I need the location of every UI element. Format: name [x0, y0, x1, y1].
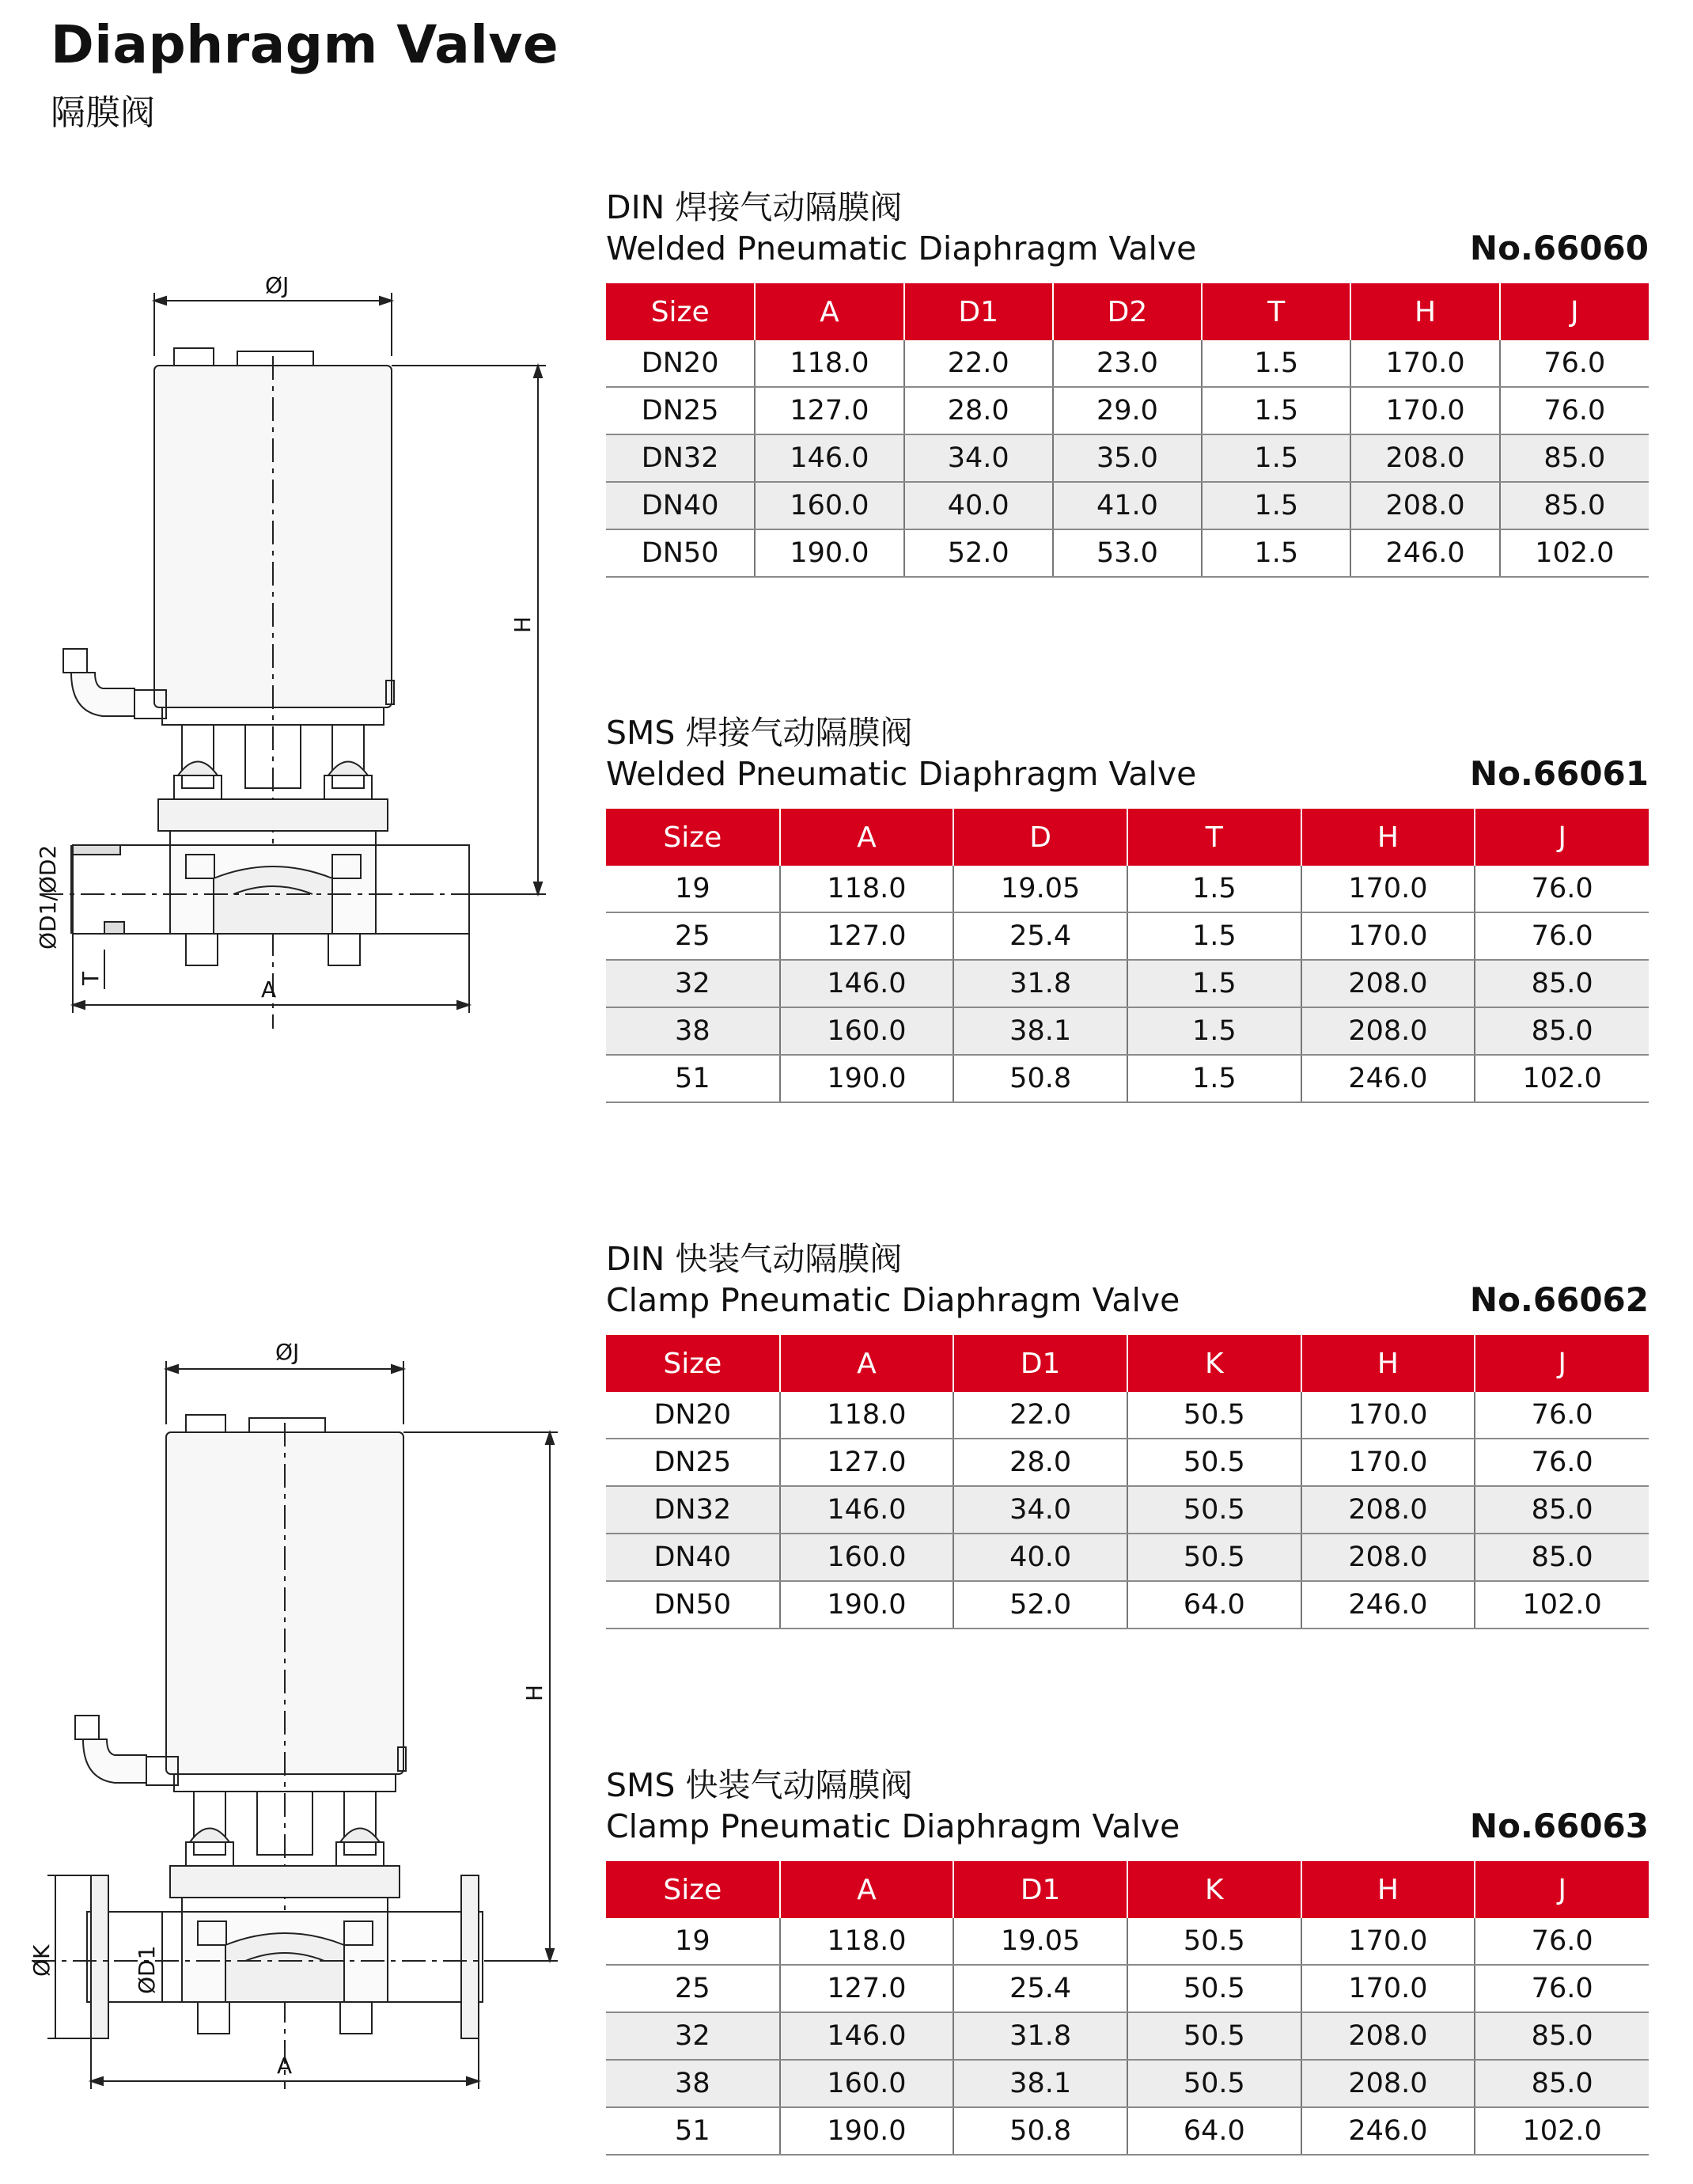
table-row: [606, 434, 1649, 482]
table-row: [606, 1055, 1649, 1102]
table-cell: 41.0: [1053, 482, 1202, 529]
table-cell: 85.0: [1475, 2012, 1649, 2060]
table-cell: 102.0: [1475, 2107, 1649, 2155]
table-cell: 118.0: [780, 1918, 954, 1965]
table-cell: 127.0: [780, 1965, 954, 2012]
column-header: A: [780, 1335, 954, 1392]
column-header: Size: [606, 809, 780, 866]
product-number: No.66062: [1469, 1280, 1649, 1319]
product-number: No.66063: [1469, 1807, 1649, 1845]
table-cell: 85.0: [1475, 1534, 1649, 1581]
table-cell: DN50: [606, 1581, 780, 1629]
table-cell: 208.0: [1301, 1534, 1475, 1581]
table-cell: 1.5: [1127, 912, 1301, 960]
spec-table: [606, 1335, 1649, 1629]
table-cell: 146.0: [780, 2012, 954, 2060]
table-row: [606, 1007, 1649, 1055]
table-cell: 1.5: [1202, 387, 1350, 434]
clamp-label-k: ØK: [28, 1944, 55, 1977]
clamp-label-a: A: [277, 2053, 293, 2079]
column-header: H: [1350, 283, 1499, 340]
welded-valve-drawing: [16, 269, 570, 1029]
table-row: [606, 529, 1649, 577]
table-row: [606, 340, 1649, 387]
table-cell: 32: [606, 2012, 780, 2060]
table-cell: 208.0: [1350, 482, 1499, 529]
product-number: No.66061: [1469, 754, 1649, 793]
table-cell: 22.0: [904, 340, 1053, 387]
table-cell: 64.0: [1127, 2107, 1301, 2155]
table-cell: DN25: [606, 387, 755, 434]
table-cell: 51: [606, 2107, 780, 2155]
table-cell: 51: [606, 1055, 780, 1102]
section-title-en: Clamp Pneumatic Diaphragm Valve: [606, 1281, 1180, 1319]
table-cell: 50.5: [1127, 1439, 1301, 1486]
table-cell: 25.4: [953, 912, 1127, 960]
table-cell: 40.0: [953, 1534, 1127, 1581]
table-cell: 146.0: [755, 434, 903, 482]
table-cell: 50.5: [1127, 1392, 1301, 1439]
spec-table: [606, 283, 1649, 578]
column-header: H: [1301, 809, 1475, 866]
column-header: K: [1127, 1861, 1301, 1918]
spec-table: [606, 809, 1649, 1103]
table-cell: 127.0: [755, 387, 903, 434]
table-cell: DN20: [606, 340, 755, 387]
table-cell: 208.0: [1301, 1007, 1475, 1055]
column-header: D1: [904, 283, 1053, 340]
table-cell: 85.0: [1475, 2060, 1649, 2107]
clamp-label-h: H: [521, 1684, 547, 1701]
table-cell: 170.0: [1301, 1965, 1475, 2012]
welded-label-h: H: [509, 616, 536, 633]
table-cell: 102.0: [1500, 529, 1649, 577]
section-title-cn: DIN 快装气动隔膜阀: [606, 1240, 903, 1278]
column-header: T: [1127, 809, 1301, 866]
table-cell: 1.5: [1202, 482, 1350, 529]
table-cell: 85.0: [1475, 1007, 1649, 1055]
table-cell: 208.0: [1350, 434, 1499, 482]
table-row: [606, 960, 1649, 1007]
table-cell: 34.0: [953, 1486, 1127, 1534]
table-cell: 246.0: [1301, 1055, 1475, 1102]
section-66060: [606, 187, 1649, 569]
welded-label-j: ØJ: [265, 272, 290, 298]
table-cell: 1.5: [1202, 340, 1350, 387]
table-cell: 85.0: [1500, 482, 1649, 529]
table-cell: 190.0: [780, 1581, 954, 1629]
table-cell: 190.0: [755, 529, 903, 577]
table-cell: 25: [606, 912, 780, 960]
table-row: [606, 1965, 1649, 2012]
section-title-cn: SMS 快装气动隔膜阀: [606, 1766, 913, 1804]
column-header: J: [1475, 809, 1649, 866]
table-cell: 160.0: [780, 2060, 954, 2107]
clamp-valve-drawing: [24, 1329, 578, 2089]
clamp-label-j: ØJ: [275, 1339, 300, 1365]
section-66061: [606, 712, 1649, 1094]
table-cell: 50.5: [1127, 1918, 1301, 1965]
table-cell: 38.1: [953, 2060, 1127, 2107]
table-cell: 170.0: [1350, 340, 1499, 387]
table-cell: DN50: [606, 529, 755, 577]
table-cell: 208.0: [1301, 2012, 1475, 2060]
table-cell: 208.0: [1301, 1486, 1475, 1534]
table-cell: 118.0: [755, 340, 903, 387]
table-cell: 29.0: [1053, 387, 1202, 434]
table-cell: 76.0: [1475, 1918, 1649, 1965]
table-cell: 50.8: [953, 2107, 1127, 2155]
column-header: D1: [953, 1335, 1127, 1392]
table-cell: 170.0: [1301, 1918, 1475, 1965]
table-cell: 53.0: [1053, 529, 1202, 577]
table-cell: 208.0: [1301, 960, 1475, 1007]
table-cell: 208.0: [1301, 2060, 1475, 2107]
table-cell: 50.5: [1127, 2060, 1301, 2107]
table-cell: 25: [606, 1965, 780, 2012]
table-cell: 28.0: [953, 1439, 1127, 1486]
column-header: D: [953, 809, 1127, 866]
table-cell: 127.0: [780, 1439, 954, 1486]
section-66062: [606, 1238, 1649, 1621]
table-cell: 76.0: [1475, 912, 1649, 960]
table-cell: 102.0: [1475, 1581, 1649, 1629]
table-cell: 32: [606, 960, 780, 1007]
welded-label-a: A: [261, 976, 277, 1003]
table-row: [606, 387, 1649, 434]
column-header: A: [755, 283, 903, 340]
table-cell: 85.0: [1500, 434, 1649, 482]
table-cell: 40.0: [904, 482, 1053, 529]
table-cell: 52.0: [904, 529, 1053, 577]
table-cell: 76.0: [1500, 387, 1649, 434]
column-header: D2: [1053, 283, 1202, 340]
section-title-cn: DIN 焊接气动隔膜阀: [606, 188, 903, 226]
table-cell: 76.0: [1475, 866, 1649, 912]
column-header: K: [1127, 1335, 1301, 1392]
table-row: [606, 2060, 1649, 2107]
table-cell: 19.05: [953, 866, 1127, 912]
table-cell: 25.4: [953, 1965, 1127, 2012]
table-cell: DN40: [606, 1534, 780, 1581]
table-row: [606, 2107, 1649, 2155]
table-cell: 23.0: [1053, 340, 1202, 387]
section-title-cn: SMS 焊接气动隔膜阀: [606, 714, 913, 752]
table-cell: 50.5: [1127, 2012, 1301, 2060]
table-cell: 246.0: [1301, 2107, 1475, 2155]
table-cell: 19: [606, 866, 780, 912]
table-cell: 1.5: [1127, 960, 1301, 1007]
welded-label-t: T: [78, 971, 104, 985]
table-cell: 170.0: [1350, 387, 1499, 434]
table-cell: 1.5: [1202, 529, 1350, 577]
table-cell: 76.0: [1475, 1439, 1649, 1486]
table-cell: DN32: [606, 1486, 780, 1534]
table-cell: 22.0: [953, 1392, 1127, 1439]
table-cell: 31.8: [953, 960, 1127, 1007]
table-cell: 146.0: [780, 960, 954, 1007]
section-66063: [606, 1765, 1649, 2147]
column-header: H: [1301, 1861, 1475, 1918]
table-cell: 76.0: [1475, 1392, 1649, 1439]
table-cell: 50.5: [1127, 1486, 1301, 1534]
table-cell: 1.5: [1127, 1055, 1301, 1102]
table-cell: 160.0: [755, 482, 903, 529]
table-cell: 118.0: [780, 1392, 954, 1439]
table-cell: 19: [606, 1918, 780, 1965]
page-subtitle: 隔膜阀: [51, 93, 155, 133]
table-cell: 246.0: [1301, 1581, 1475, 1629]
table-cell: 190.0: [780, 2107, 954, 2155]
table-cell: 50.8: [953, 1055, 1127, 1102]
table-cell: 160.0: [780, 1007, 954, 1055]
table-row: [606, 1486, 1649, 1534]
table-cell: 170.0: [1301, 1439, 1475, 1486]
section-title-en: Welded Pneumatic Diaphragm Valve: [606, 755, 1197, 793]
page-title: Diaphragm Valve: [51, 14, 559, 75]
table-cell: 190.0: [780, 1055, 954, 1102]
column-header: H: [1301, 1335, 1475, 1392]
column-header: D1: [953, 1861, 1127, 1918]
welded-label-d: ØD1/ØD2: [35, 844, 61, 950]
column-header: A: [780, 1861, 954, 1918]
table-cell: 38: [606, 2060, 780, 2107]
table-cell: 146.0: [780, 1486, 954, 1534]
table-cell: 246.0: [1350, 529, 1499, 577]
table-cell: 19.05: [953, 1918, 1127, 1965]
table-row: [606, 1534, 1649, 1581]
table-row: [606, 1392, 1649, 1439]
table-cell: 85.0: [1475, 960, 1649, 1007]
table-cell: DN20: [606, 1392, 780, 1439]
section-title-en: Welded Pneumatic Diaphragm Valve: [606, 229, 1197, 267]
table-cell: 118.0: [780, 866, 954, 912]
table-cell: 52.0: [953, 1581, 1127, 1629]
column-header: J: [1500, 283, 1649, 340]
table-cell: 1.5: [1127, 1007, 1301, 1055]
table-cell: 170.0: [1301, 866, 1475, 912]
column-header: A: [780, 809, 954, 866]
column-header: Size: [606, 1861, 780, 1918]
table-cell: DN25: [606, 1439, 780, 1486]
spec-table: [606, 1861, 1649, 2156]
table-cell: 38.1: [953, 1007, 1127, 1055]
column-header: J: [1475, 1861, 1649, 1918]
table-cell: 127.0: [780, 912, 954, 960]
table-cell: 1.5: [1202, 434, 1350, 482]
table-cell: 102.0: [1475, 1055, 1649, 1102]
table-row: [606, 912, 1649, 960]
table-row: [606, 482, 1649, 529]
table-cell: 170.0: [1301, 912, 1475, 960]
table-cell: 34.0: [904, 434, 1053, 482]
table-row: [606, 1439, 1649, 1486]
product-number: No.66060: [1469, 229, 1649, 267]
table-cell: 38: [606, 1007, 780, 1055]
table-cell: DN40: [606, 482, 755, 529]
column-header: T: [1202, 283, 1350, 340]
table-cell: 31.8: [953, 2012, 1127, 2060]
section-title-en: Clamp Pneumatic Diaphragm Valve: [606, 1807, 1180, 1845]
table-cell: 28.0: [904, 387, 1053, 434]
table-cell: 160.0: [780, 1534, 954, 1581]
table-cell: 64.0: [1127, 1581, 1301, 1629]
column-header: Size: [606, 1335, 780, 1392]
column-header: J: [1475, 1335, 1649, 1392]
table-cell: 50.5: [1127, 1965, 1301, 2012]
table-row: [606, 1918, 1649, 1965]
table-cell: 50.5: [1127, 1534, 1301, 1581]
table-cell: 76.0: [1500, 340, 1649, 387]
column-header: Size: [606, 283, 755, 340]
table-row: [606, 866, 1649, 912]
table-cell: 76.0: [1475, 1965, 1649, 2012]
table-cell: 1.5: [1127, 866, 1301, 912]
table-row: [606, 2012, 1649, 2060]
table-cell: 85.0: [1475, 1486, 1649, 1534]
table-cell: DN32: [606, 434, 755, 482]
table-cell: 35.0: [1053, 434, 1202, 482]
table-row: [606, 1581, 1649, 1629]
clamp-label-d1: ØD1: [134, 1945, 160, 1994]
table-cell: 170.0: [1301, 1392, 1475, 1439]
